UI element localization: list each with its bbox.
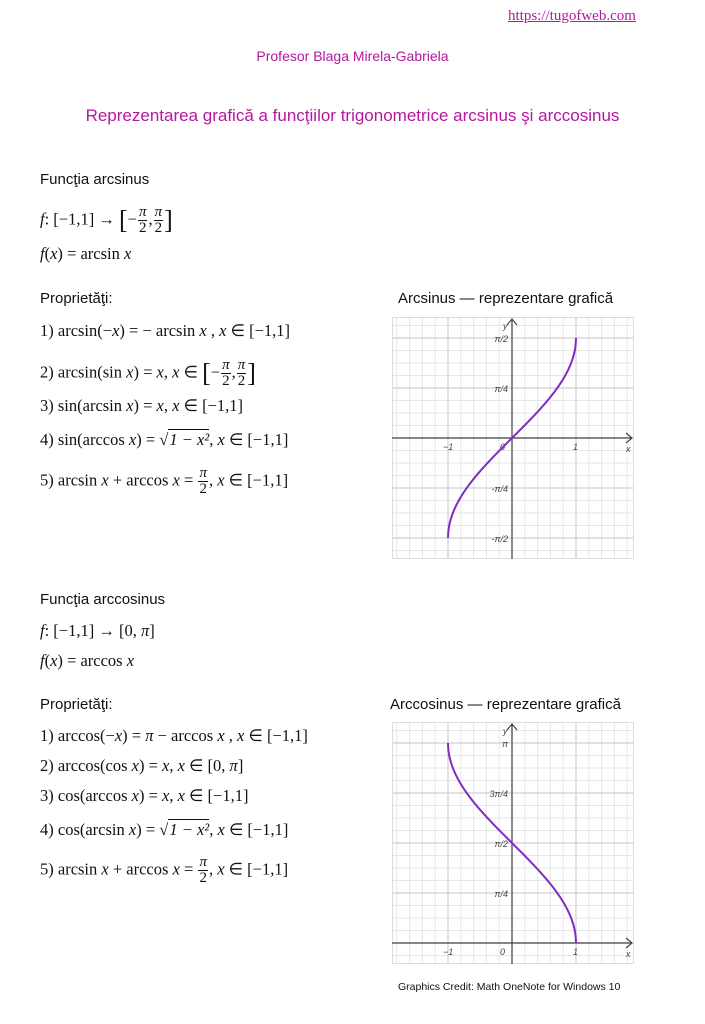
math-variable: x	[101, 470, 109, 490]
arccos-graph-title: Arccosinus — reprezentare grafică	[390, 696, 621, 713]
fraction	[154, 205, 164, 236]
arcsin-property-5	[40, 466, 288, 497]
math-variable: x	[112, 321, 120, 340]
math-text: ∈ [−1,1]	[224, 820, 289, 839]
math-text: 1) arccos(−	[40, 726, 115, 745]
y-axis-label: y	[503, 321, 508, 331]
x-tick-label: −1	[443, 442, 454, 452]
math-text: 3) cos(arccos	[40, 786, 132, 805]
arccos-definition	[40, 621, 155, 641]
math-text: ,	[169, 756, 178, 775]
math-variable: x	[128, 820, 137, 839]
math-text: ) =	[138, 786, 163, 805]
math-text: 4) sin(arccos	[40, 430, 129, 449]
x-axis-label: x	[626, 444, 631, 454]
arccos-property-3	[40, 786, 248, 806]
y-tick-label: π	[501, 739, 508, 749]
math-text: ∈	[179, 362, 203, 382]
numerator: π	[138, 204, 147, 220]
math-text: ) =	[122, 726, 146, 745]
y-tick-label: -π/2	[491, 534, 508, 544]
arccos-property-2	[40, 756, 243, 776]
math-variable: x	[217, 470, 225, 490]
math-text: 1) arcsin(−	[40, 321, 113, 340]
math-variable: x	[162, 756, 170, 775]
radicand: 1 − x²	[169, 820, 210, 839]
math-variable: x	[217, 430, 225, 449]
math-variable: x	[217, 726, 225, 745]
website-link[interactable]: https://tugofweb.com	[508, 8, 636, 24]
y-tick-label: -π/4	[491, 484, 508, 494]
math-text: =	[179, 470, 198, 490]
math-text: − arccos	[153, 726, 218, 745]
numerator: π	[199, 465, 207, 481]
math-text: ,	[169, 786, 178, 805]
math-variable: x	[126, 396, 134, 415]
math-variable: x	[237, 726, 245, 745]
fraction	[221, 358, 231, 389]
x-tick-label: 1	[573, 442, 579, 452]
arccos-property-1	[40, 726, 308, 746]
math-text: 3) sin(arcsin	[40, 396, 127, 415]
math-text: ,	[208, 470, 218, 490]
math-variable: x	[172, 362, 180, 382]
math-text: ) = arccos	[57, 651, 127, 670]
arcsin-property-3	[40, 396, 243, 416]
fraction	[237, 358, 247, 389]
arccos-formula	[40, 651, 134, 671]
math-text: 2) arcsin(sin	[40, 362, 127, 382]
math-text: 4) cos(arcsin	[40, 820, 129, 839]
math-variable: x	[177, 786, 185, 805]
math-text: ) = arcsin	[57, 244, 124, 263]
math-variable: x	[126, 362, 134, 382]
denominator: 2	[138, 220, 147, 236]
numerator: π	[237, 357, 246, 373]
math-variable: x	[172, 859, 180, 879]
denominator: 2	[222, 373, 230, 389]
graphics-credit: Graphics Credit: Math OneNote for Windows 10	[398, 981, 621, 993]
arcsin-heading: Funcţia arcsinus	[40, 171, 150, 188]
math-variable: f	[40, 244, 45, 263]
author-name: Profesor Blaga Mirela-Gabriela	[256, 48, 449, 64]
arccos-property-4	[40, 820, 288, 840]
math-text: (	[44, 244, 51, 263]
math-text: ∈ [0,	[184, 756, 230, 775]
math-variable: x	[162, 786, 170, 805]
math-text: ,	[208, 859, 218, 879]
math-text: ) =	[133, 362, 157, 382]
math-text: + arccos	[108, 859, 173, 879]
math-text: −	[210, 362, 221, 382]
math-variable: x	[124, 244, 132, 263]
math-variable: x	[172, 396, 180, 415]
math-text: ]	[149, 621, 155, 640]
math-text: ∈ [−1,1]	[224, 859, 289, 879]
numerator: π	[154, 204, 163, 220]
math-text: −	[127, 209, 137, 229]
bracket: ]	[247, 358, 256, 388]
math-text: ∈ [−1,1]	[244, 726, 308, 745]
x-tick-label: 0	[500, 442, 506, 452]
y-tick-label: 3π/4	[489, 789, 508, 799]
arcsin-properties-label: Proprietăţi:	[40, 290, 113, 307]
page-title: Reprezentarea grafică a funcţiilor trigonometrice arcsinus şi arccosinus	[85, 106, 620, 125]
y-tick-label: π/4	[494, 384, 508, 394]
math-text: ,	[148, 209, 153, 229]
x-axis-label: x	[626, 949, 631, 959]
x-tick-label: −1	[443, 947, 454, 957]
fraction	[138, 205, 148, 236]
math-text: (	[44, 651, 51, 670]
math-text: ) =	[138, 756, 163, 775]
math-text: + arccos	[108, 470, 173, 490]
math-variable: x	[156, 396, 164, 415]
math-text: ∈ [−1,1]	[224, 470, 289, 490]
x-tick-label: 0	[500, 947, 506, 957]
math-text: ∈ [−1,1]	[184, 786, 249, 805]
math-variable: x	[172, 470, 180, 490]
math-text: : [−1,1] →	[44, 209, 119, 229]
math-text: ∈ [−1,1]	[224, 430, 289, 449]
math-variable: f	[40, 209, 45, 229]
arcsin-property-1	[40, 321, 290, 341]
math-variable: x	[219, 321, 227, 340]
math-variable: π	[140, 621, 150, 640]
math-text: 5) arcsin	[40, 859, 102, 879]
math-variable: f	[40, 621, 45, 640]
radicand: 1 − x²	[169, 430, 210, 449]
math-text: 2) arccos(cos	[40, 756, 132, 775]
math-text: ]	[237, 756, 244, 775]
math-variable: f	[40, 651, 45, 670]
math-text: ) = √	[136, 820, 169, 839]
fraction	[198, 466, 208, 497]
math-text: ) = √	[136, 430, 169, 449]
bracket: [	[118, 205, 128, 235]
math-text: ) =	[133, 396, 157, 415]
denominator: 2	[199, 870, 207, 886]
denominator: 2	[154, 220, 163, 236]
bracket: ]	[164, 205, 173, 235]
arcsin-formula	[40, 244, 131, 264]
math-variable: x	[199, 321, 207, 340]
math-variable: x	[217, 859, 225, 879]
math-text: ,	[209, 430, 218, 449]
math-variable: π	[145, 726, 154, 745]
math-text: ,	[209, 820, 218, 839]
math-variable: x	[131, 786, 139, 805]
math-variable: x	[50, 244, 58, 263]
math-text: ,	[231, 362, 236, 382]
numerator: π	[222, 357, 230, 373]
arcsin-definition	[40, 205, 173, 236]
arcsin-property-4	[40, 430, 288, 450]
math-text: ,	[206, 321, 220, 340]
math-variable: π	[229, 756, 238, 775]
denominator: 2	[199, 481, 207, 497]
math-variable: x	[177, 756, 185, 775]
math-variable: x	[50, 651, 58, 670]
math-text: ,	[163, 362, 173, 382]
math-text: ,	[224, 726, 238, 745]
arccos-heading: Funcţia arccosinus	[40, 591, 166, 608]
arccos-properties-label: Proprietăţi:	[40, 696, 113, 713]
x-tick-label: 1	[573, 947, 579, 957]
numerator: π	[199, 854, 207, 870]
math-text: =	[179, 859, 198, 879]
math-text: ,	[163, 396, 173, 415]
arcsin-graph-title: Arcsinus — reprezentare grafică	[398, 290, 614, 307]
bracket: [	[202, 358, 211, 388]
math-text: ∈ [−1,1]	[179, 396, 243, 415]
math-text: 5) arcsin	[40, 470, 102, 490]
math-variable: x	[217, 820, 225, 839]
math-text: : [−1,1] → [0,	[44, 621, 141, 640]
math-text: ∈ [−1,1]	[226, 321, 290, 340]
fraction	[198, 855, 208, 886]
arcsin-graph	[392, 317, 634, 559]
math-text: ) = − arcsin	[119, 321, 200, 340]
arccos-graph	[392, 722, 634, 964]
arcsin-property-2	[40, 358, 256, 389]
math-variable: x	[101, 859, 109, 879]
math-variable: x	[126, 651, 135, 670]
y-tick-label: π/2	[494, 839, 508, 849]
math-variable: x	[131, 756, 139, 775]
y-tick-label: π/2	[494, 334, 508, 344]
arccos-property-5	[40, 855, 288, 886]
math-variable: x	[156, 362, 164, 382]
math-variable: x	[128, 430, 137, 449]
y-tick-label: π/4	[494, 889, 508, 899]
denominator: 2	[237, 373, 246, 389]
math-variable: x	[114, 726, 123, 745]
y-axis-label: y	[503, 726, 508, 736]
